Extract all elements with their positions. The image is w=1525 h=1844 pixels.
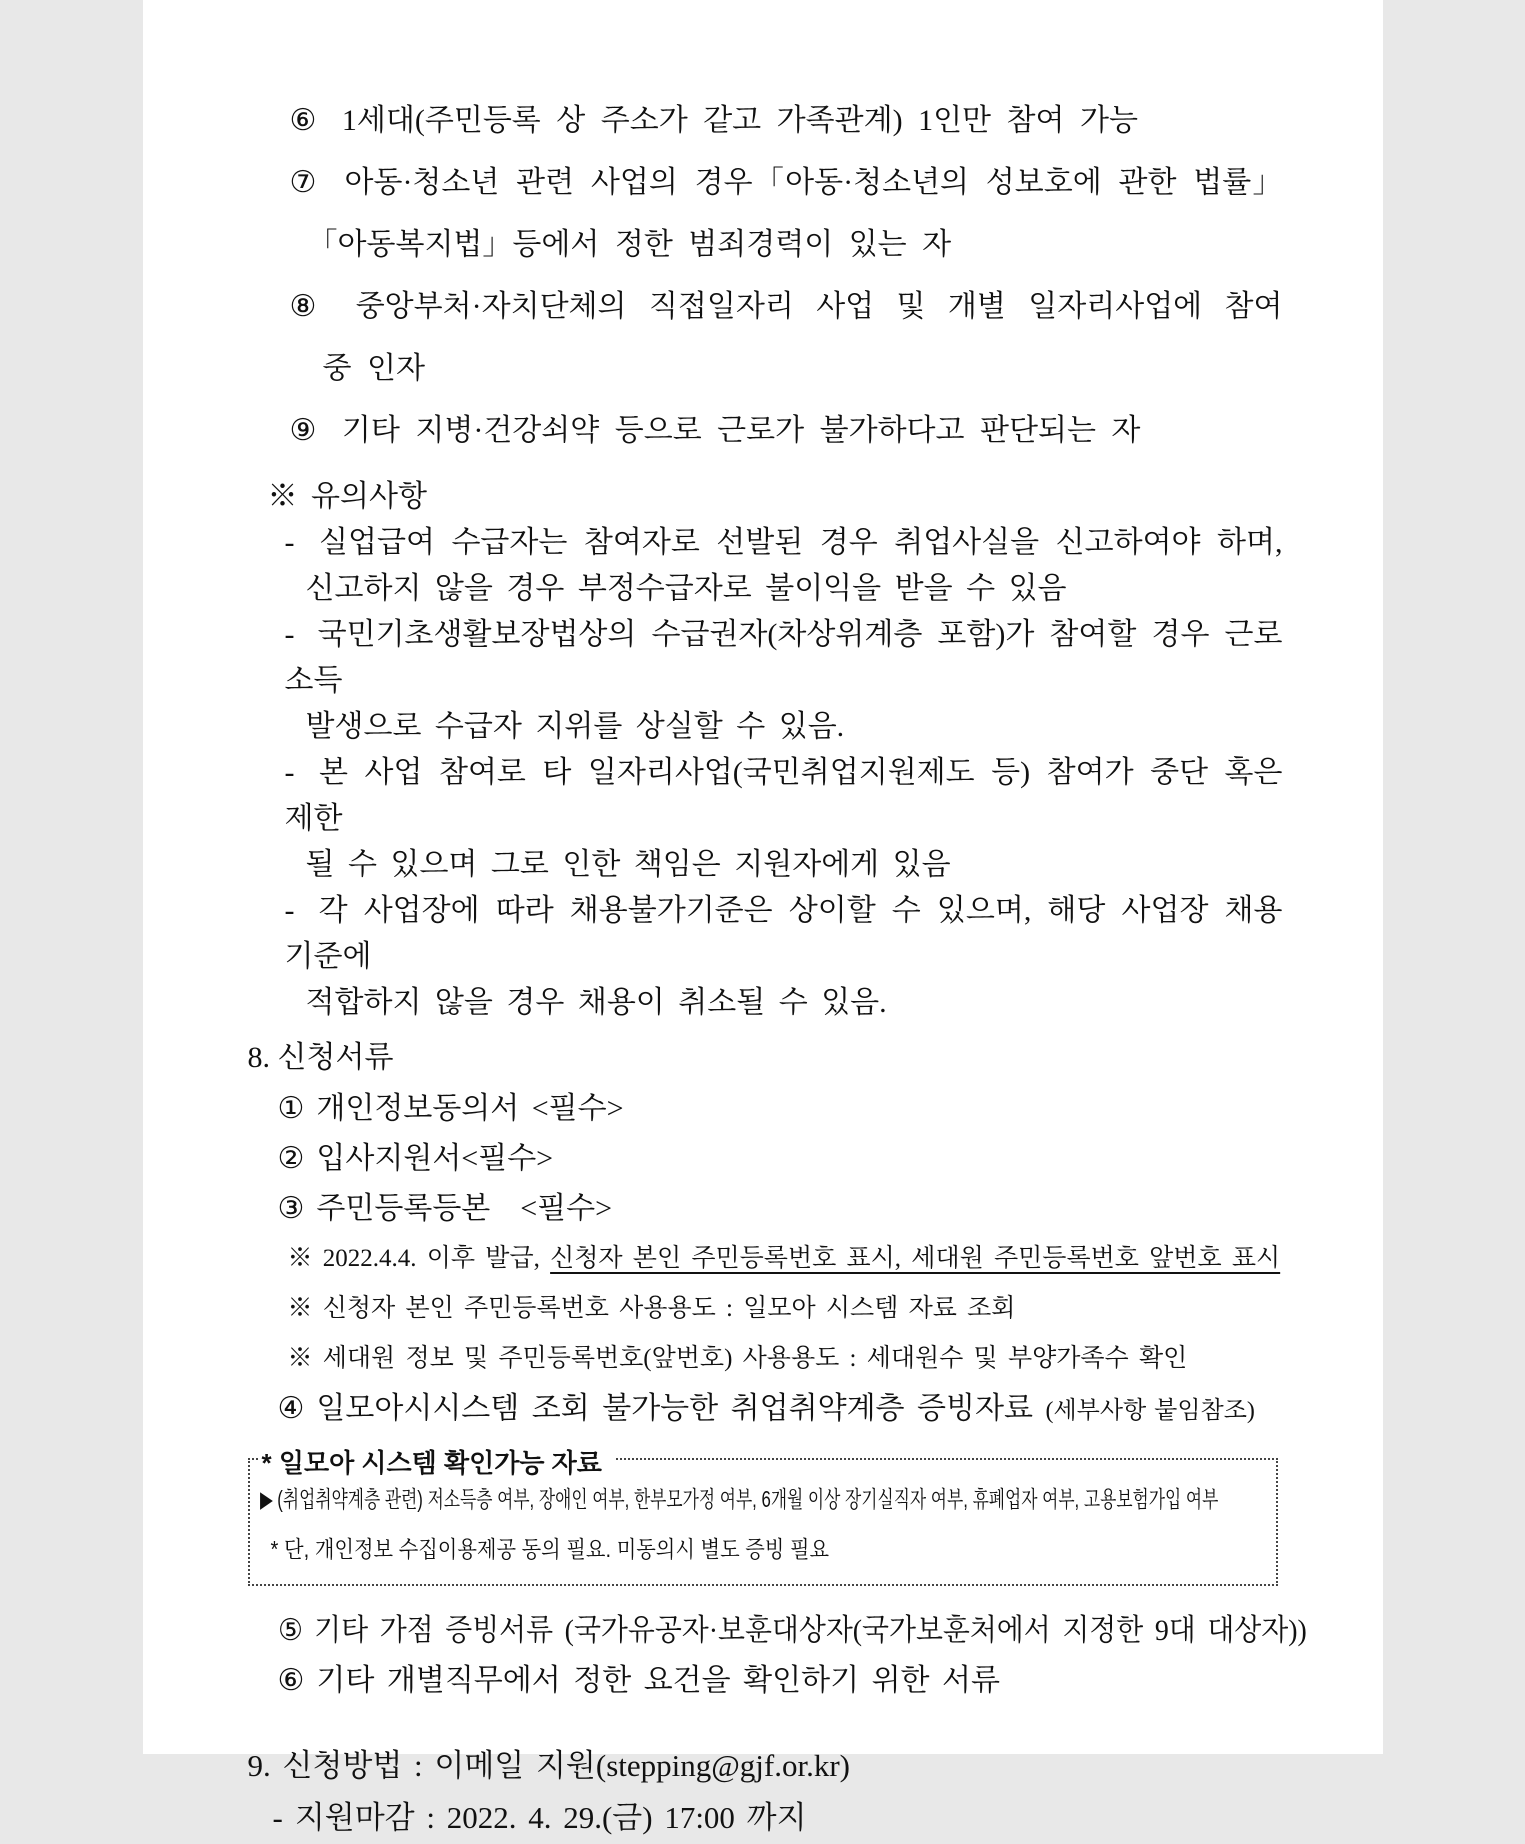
notice-section	[243, 474, 1283, 1026]
application-documents-section	[243, 1032, 1307, 1706]
item-number: ⑤	[277, 1614, 303, 1647]
doc-item-6	[243, 1656, 1283, 1706]
dash-marker: -	[272, 1800, 283, 1835]
notice-item-3-line1	[243, 750, 1283, 842]
notice-item-2-line2: 발생으로 수급자 지위를 상실할 수 있음.	[305, 710, 845, 743]
eligibility-item-8-line1	[243, 276, 1283, 338]
doc-note-2: ※ 신청자 본인 주민등록번호 사용용도 : 일모아 시스템 자료 조회	[287, 1295, 1016, 1322]
doc-item-1	[243, 1084, 1283, 1134]
doc-item-3	[243, 1184, 1283, 1234]
doc-text: 입사지원서<필수>	[316, 1142, 554, 1175]
application-method-section	[243, 1740, 1283, 1844]
item-number: ⑦	[289, 166, 318, 199]
deadline-line	[243, 1792, 1283, 1844]
notice-text: 각 사업장에 따라 채용불가기준은 상이할 수 있으며, 해당 사업장 채용기준에	[284, 894, 1283, 973]
notice-item-3-line2: 될 수 있으며 그로 인한 책임은 지원자에게 있음	[305, 848, 951, 881]
item-number: ⑥	[277, 1664, 305, 1697]
triangle-bullet-icon: ▶	[259, 1486, 273, 1512]
item-number: ①	[277, 1092, 305, 1125]
notice-text: 실업급여 수급자는 참여자로 선발된 경우 취업사실을 신고하여야 하며,	[319, 526, 1283, 559]
doc-text: 기타 가점 증빙서류 (국가유공자·보훈대상자(국가보훈처에서 지정한 9대 대상자))	[313, 1614, 1307, 1647]
notice-text: 국민기초생활보장법상의 수급권자(차상위계층 포함)가 참여할 경우 근로소득	[284, 618, 1283, 697]
item-number: ⑨	[289, 414, 317, 447]
info-box-line-2	[260, 1534, 1266, 1568]
eligibility-list	[243, 90, 1283, 462]
item-number: ④	[277, 1392, 305, 1425]
item-number: ⑥	[289, 104, 317, 137]
notice-text: 본 사업 참여로 타 일자리사업(국민취업지원제도 등) 참여가 중단 혹은 제한	[284, 756, 1283, 835]
item-text: 아동·청소년 관련 사업의 경우「아동·청소년의 성보호에 관한 법률」	[344, 166, 1283, 199]
section-9-title: 9. 신청방법 : 이메일 지원(stepping@gjf.or.kr)	[247, 1748, 850, 1783]
doc-item-5-text	[278, 1606, 1307, 1656]
doc-note-1	[243, 1234, 1283, 1284]
notice-item-1-line1	[243, 520, 1283, 566]
dash-marker: -	[284, 894, 295, 927]
eligibility-item-9	[243, 400, 1283, 462]
notice-item-4-line2: 적합하지 않을 경우 채용이 취소될 수 있음.	[305, 986, 887, 1019]
dash-marker: -	[284, 618, 295, 651]
eligibility-item-7-line2: 「아동복지법」등에서 정한 범죄경력이 있는 자	[307, 228, 952, 261]
ilmoa-system-info-box	[248, 1448, 1278, 1586]
info-box-consent-note: * 단, 개인정보 수집이용제공 동의 필요. 미동의시 별도 증빙 필요	[270, 1536, 829, 1562]
item-text: 중앙부처·자치단체의 직접일자리 사업 및 개별 일자리사업에 참여	[355, 290, 1283, 323]
notice-item-1-line2: 신고하지 않을 경우 부정수급자로 불이익을 받을 수 있음	[305, 572, 1067, 605]
item-number: ⑧	[289, 290, 324, 323]
doc-text: 주민등록등본 <필수>	[316, 1192, 613, 1225]
info-box-title: * 일모아 시스템 확인가능 자료	[258, 1443, 616, 1480]
eligibility-item-7-line1	[243, 152, 1283, 214]
eligibility-item-8-line2: 중 인자	[322, 352, 425, 385]
doc-text: 기타 개별직무에서 정한 요건을 확인하기 위한 서류	[316, 1664, 1000, 1697]
doc-text: 일모아시시스템 조회 불가능한 취업취약계층 증빙자료	[316, 1392, 1033, 1425]
info-box-line-1-text	[260, 1484, 1218, 1514]
dash-marker: -	[284, 756, 295, 789]
eligibility-item-6	[243, 90, 1283, 152]
notice-item-4-line1	[243, 888, 1283, 980]
doc-text: 개인정보동의서 <필수>	[316, 1092, 624, 1125]
doc-item-4-suffix: (세부사항 붙임참조)	[1045, 1398, 1255, 1424]
doc-item-2	[243, 1134, 1283, 1184]
document-page	[143, 0, 1383, 1835]
notice-title: ※ 유의사항	[267, 480, 427, 513]
item-text: 1세대(주민등록 상 주소가 같고 가족관계) 1인만 참여 가능	[341, 104, 1138, 137]
info-box-criteria: (취업취약계층 관련) 저소득층 여부, 장애인 여부, 한부모가정 여부, 6개월 이상 장기실직자 여부, 휴폐업자 여부, 고용보험가입 여부	[276, 1486, 1218, 1512]
info-box-line-1	[260, 1484, 1266, 1518]
section-8-title: 8. 신청서류	[247, 1041, 394, 1074]
note-prefix: ※ 2022.4.4. 이후 발급,	[287, 1245, 551, 1272]
item-text: 기타 지병·건강쇠약 등으로 근로가 불가하다고 판단되는 자	[341, 414, 1141, 447]
notice-item-2-line1	[243, 612, 1283, 704]
deadline-text: 지원마감 : 2022. 4. 29.(금) 17:00 까지	[294, 1800, 807, 1835]
item-number: ②	[277, 1142, 305, 1175]
doc-item-4	[243, 1384, 1283, 1436]
item-number: ③	[277, 1192, 305, 1225]
note-underlined-text: 신청자 본인 주민등록번호 표시, 세대원 주민등록번호 앞번호 표시	[550, 1245, 1281, 1272]
doc-note-3: ※ 세대원 정보 및 주민등록번호(앞번호) 사용용도 : 세대원수 및 부양가족수 확인	[287, 1345, 1188, 1372]
dash-marker: -	[284, 526, 295, 559]
doc-item-5	[243, 1606, 1307, 1656]
